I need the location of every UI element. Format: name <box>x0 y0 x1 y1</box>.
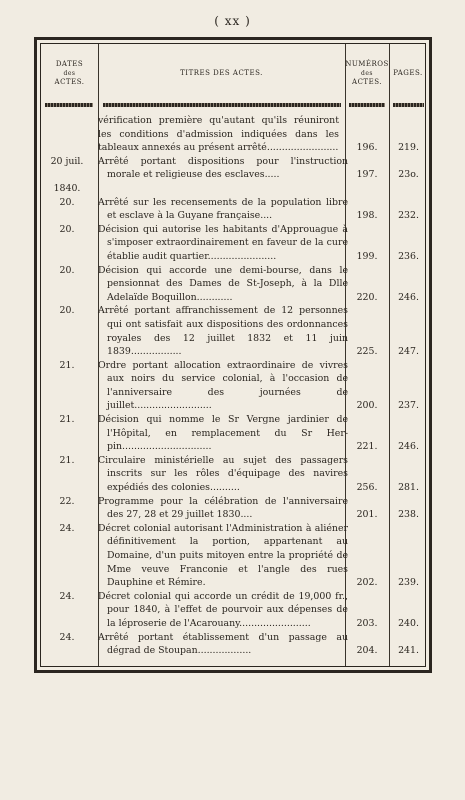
entry-date: 24. <box>59 631 75 643</box>
table-row <box>41 454 427 495</box>
entry-title: Arrêté sur les recensements de la population libre et esclave à la Guyane française.... <box>98 196 348 222</box>
table-row <box>41 413 427 454</box>
entry-date: 21. <box>59 454 75 466</box>
entry-title: Arrêté portant établissement d'un passage au dégrad de Stoupan.................. <box>98 631 348 657</box>
table-row <box>41 522 427 590</box>
table-row <box>41 304 427 358</box>
entry-page: 23o. <box>398 169 419 181</box>
header-pages <box>389 44 427 102</box>
entry-title: vérification première qu'autant qu'ils réuniront les conditions d'admission indiquées dans les tableaux annexés au présent arrêté........................ <box>98 115 339 154</box>
entry-date: 1840. <box>53 182 81 194</box>
entry-number: 220. <box>356 291 378 303</box>
header-numeros-des: des <box>361 69 373 77</box>
entry-date: 24. <box>59 590 75 602</box>
entry-page: 246. <box>398 291 419 303</box>
table-row <box>41 495 427 522</box>
entry-date: 20 juil. <box>50 155 84 167</box>
entry-title: Décret colonial qui accorde un crédit de 19,000 fr., pour 1840, à l'effet de pourvoir aux dépenses de la léproserie de l'Acarouany........................ <box>98 590 348 629</box>
entry-date: 21. <box>59 359 75 371</box>
entry-page: 232. <box>398 210 419 222</box>
entry-page: 281. <box>398 482 419 494</box>
entry-page: 241. <box>398 645 419 657</box>
entry-title: Programme pour la célébration de l'anniversaire des 27, 28 et 29 juillet 1830.... <box>98 495 348 521</box>
table-body <box>40 43 426 667</box>
entry-date: 20. <box>59 305 75 317</box>
table-row <box>41 223 427 264</box>
entry-page: 236. <box>398 250 419 262</box>
entry-number: 199. <box>356 250 378 262</box>
entry-page: 238. <box>398 509 419 521</box>
entry-number: 196. <box>356 142 378 154</box>
table-row <box>41 155 427 182</box>
header-numeros-actes: ACTES. <box>352 77 382 86</box>
entry-number: 197. <box>356 169 378 181</box>
header-titles-label: TITRES DES ACTES. <box>180 68 263 77</box>
entry-number: 203. <box>356 617 378 629</box>
header-dates-label: DATES <box>55 59 84 68</box>
header-numeros-label: NUMÉROS <box>345 59 389 68</box>
table-row <box>41 359 427 413</box>
entry-title: Décision qui nomme le Sr Vergne jardinier de l'Hôpital, en remplacement du Sr Herpin.............................. <box>98 414 348 453</box>
entry-list <box>41 114 427 658</box>
header-numeros <box>345 44 389 102</box>
entry-title: Arrêté portant affranchissement de 12 personnes qui ont satisfait aux dispositions des ordonnances royales des 12 juillet 1832 et 11 juin 1839................. <box>98 305 348 358</box>
entry-page: 246. <box>398 441 419 453</box>
entry-title: Arrêté portant dispositions pour l'instruction morale et religieuse des esclaves..... <box>98 155 348 181</box>
header-rule <box>103 103 341 107</box>
table-row <box>41 182 427 196</box>
table-row <box>41 264 427 305</box>
header-dates <box>41 44 98 102</box>
header-rule <box>393 103 424 107</box>
entry-number: 204. <box>356 645 378 657</box>
entry-page: 239. <box>398 577 419 589</box>
entry-number: 201. <box>356 509 378 521</box>
table-row <box>41 114 427 155</box>
entry-number: 198. <box>356 210 378 222</box>
entry-date: 20. <box>59 196 75 208</box>
header-rule <box>349 103 385 107</box>
entry-title <box>98 182 348 196</box>
entry-date: 24. <box>59 522 75 534</box>
entry-number: 202. <box>356 577 378 589</box>
page-folio: ( xx ) <box>214 14 251 28</box>
entry-title: Décision qui autorise les habitants d'Approuague à s'imposer extraordinairement en faveur de la cure établie audit quartier....................... <box>98 223 348 262</box>
entry-date: 22. <box>59 495 75 507</box>
entry-number: 200. <box>356 400 378 412</box>
header-dates-actes: ACTES. <box>54 77 85 86</box>
entry-number: 221. <box>356 441 378 453</box>
entry-date: 20. <box>59 223 75 235</box>
entry-number: 225. <box>356 346 378 358</box>
table-row <box>41 590 427 631</box>
entry-date: 21. <box>59 414 75 426</box>
entry-date: 20. <box>59 264 75 276</box>
table-frame <box>34 37 432 673</box>
table-row <box>41 631 427 658</box>
entry-page: 237. <box>398 400 419 412</box>
entry-title: Décret colonial autorisant l'Administration à aliéner définitivement la portion, appartenant au Domaine, d'un puits mitoyen entre la propriété de Mme veuve Franconie et l'angle des rues Dauphine et Rémire. <box>98 522 348 589</box>
entry-title: Décision qui accorde une demi-bourse, dans le pensionnat des Dames de St-Joseph, à la Dlle Adelaïde Boquillon............ <box>98 264 348 303</box>
header-dates-des: des <box>63 69 76 77</box>
entry-page: 240. <box>398 617 419 629</box>
entry-number: 256. <box>356 482 378 494</box>
table-row <box>41 196 427 223</box>
entry-title: Ordre portant allocation extraordinaire de vivres aux noirs du service colonial, à l'occasion de l'anniversaire des journées de juillet.......................... <box>98 359 348 412</box>
entry-page: 219. <box>398 142 419 154</box>
entry-title: Circulaire ministérielle au sujet des passagers inscrits sur les rôles d'équipage des navires expédiés des colonies.......... <box>98 454 348 494</box>
header-rule <box>45 103 93 107</box>
header-titles <box>98 44 345 102</box>
entry-page: 247. <box>398 346 419 358</box>
header-pages-label: PAGES. <box>393 68 423 77</box>
